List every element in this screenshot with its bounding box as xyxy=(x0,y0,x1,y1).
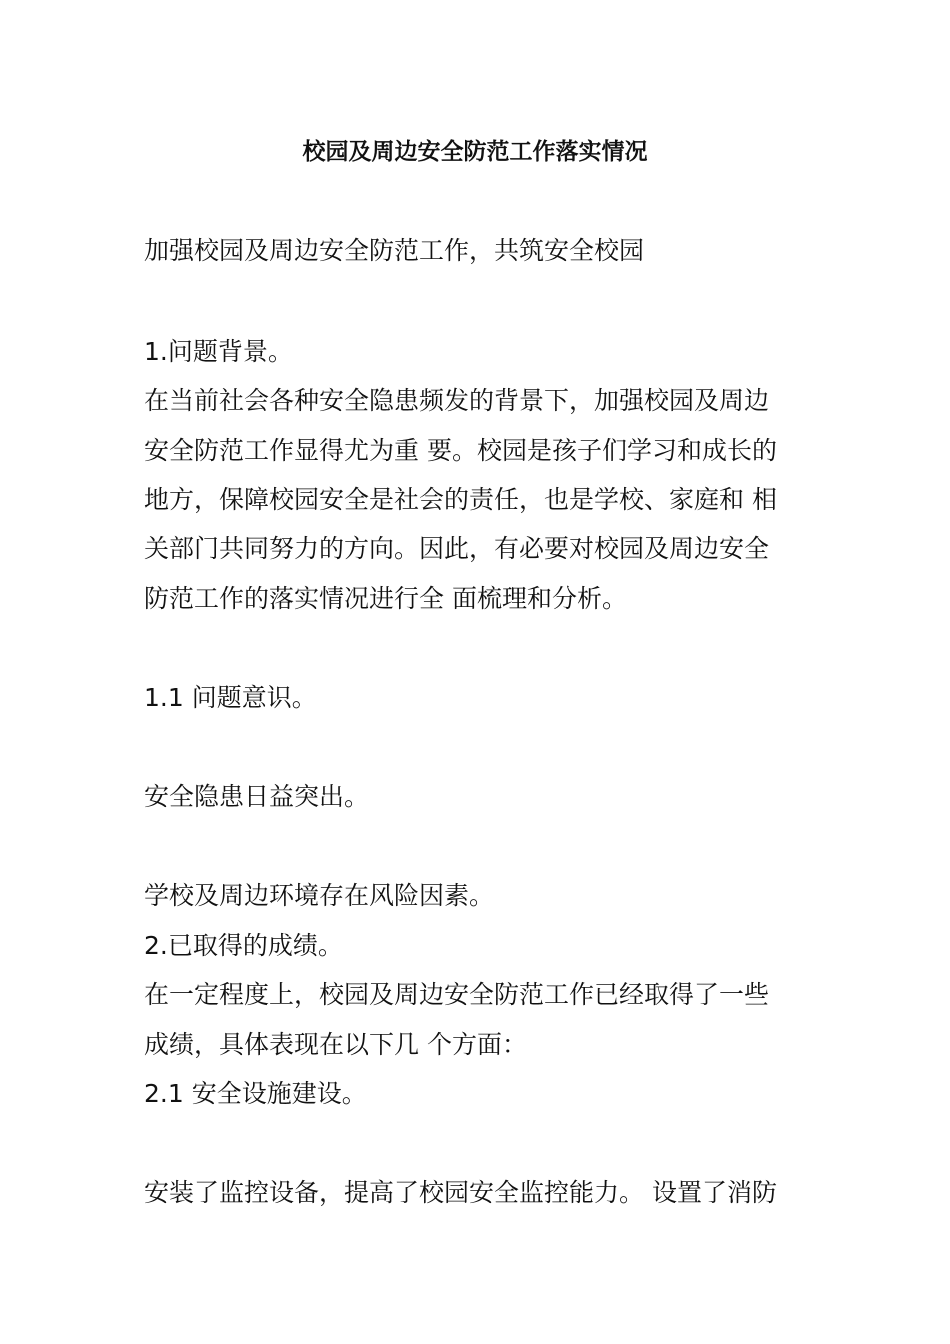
paragraph-line: 防范工作的落实情况进行全 面梳理和分析。 xyxy=(144,584,627,613)
paragraph-line: 在一定程度上，校园及周边安全防范工作已经取得了一些 xyxy=(144,980,770,1009)
subsection-heading: 1.1 问题意识。 xyxy=(144,683,317,712)
paragraph-line: 关部门共同努力的方向。因此，有必要对校园及周边安全 xyxy=(144,534,770,563)
paragraph-line: 安全隐患日益突出。 xyxy=(144,782,370,811)
paragraph-line: 成绩，具体表现在以下几 个方面： xyxy=(144,1030,527,1059)
paragraph-line: 在当前社会各种安全隐患频发的背景下，加强校园及周边 xyxy=(144,386,770,415)
subtitle-line: 加强校园及周边安全防范工作，共筑安全校园 xyxy=(144,236,645,265)
document-title: 校园及周边安全防范工作落实情况 xyxy=(302,139,648,165)
section-heading: 2.已取得的成绩。 xyxy=(144,931,343,960)
subsection-heading: 2.1 安全设施建设。 xyxy=(144,1079,367,1108)
paragraph-line: 安装了监控设备，提高了校园安全监控能力。 设置了消防 xyxy=(144,1178,777,1207)
paragraph-line: 学校及周边环境存在风险因素。 xyxy=(144,881,495,910)
paragraph-line: 地方，保障校园安全是社会的责任，也是学校、家庭和 相 xyxy=(144,485,777,514)
section-heading: 1.问题背景。 xyxy=(144,337,293,366)
paragraph-line: 安全防范工作显得尤为重 要。校园是孩子们学习和成长的 xyxy=(144,436,777,465)
